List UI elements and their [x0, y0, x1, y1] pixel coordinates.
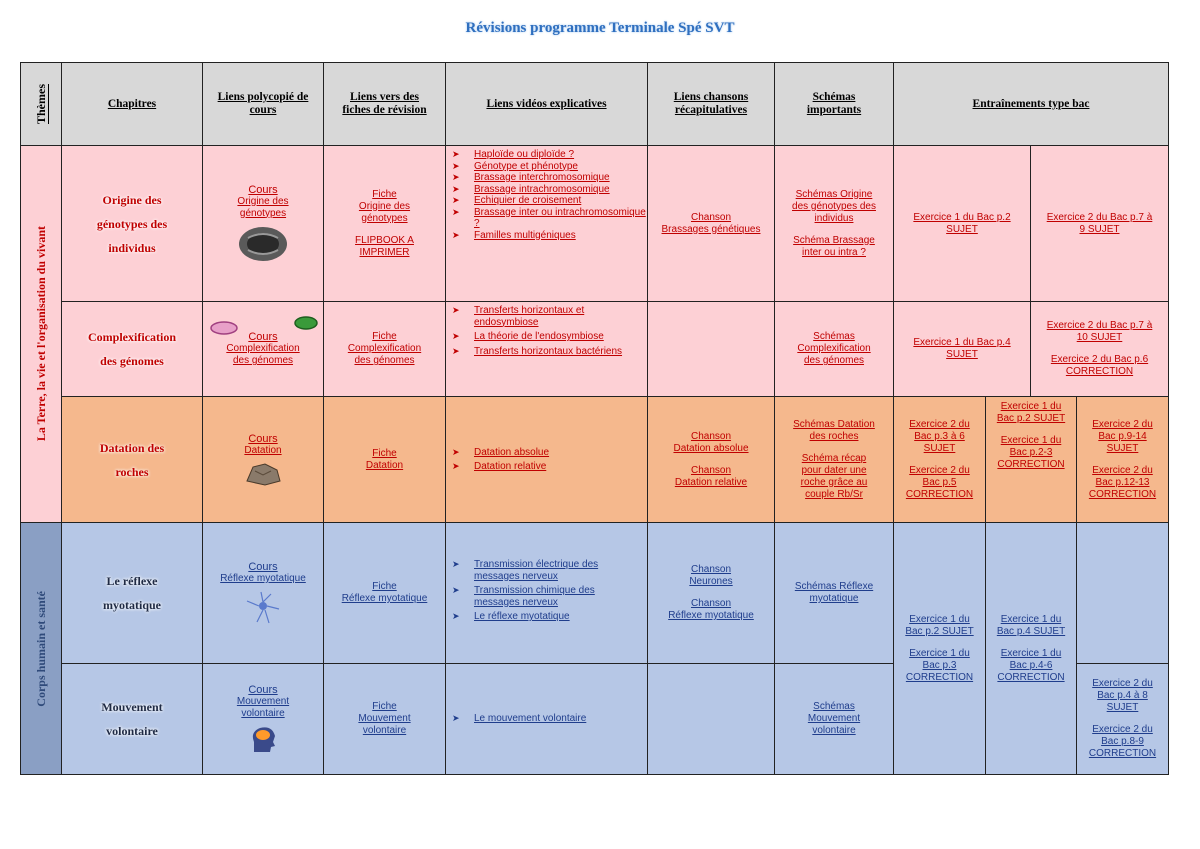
chapitre-origine: Origine des génotypes des individus	[61, 145, 203, 302]
videos-datation[interactable]	[445, 396, 648, 523]
chloroplast-icon	[293, 314, 319, 332]
videos-origine[interactable]	[445, 145, 648, 302]
chapitre-reflexe: Le réflexe myotatique	[61, 522, 203, 664]
bac-corps-b[interactable]: Exercice 1 du Bac p.4 SUJET Exercice 1 du Bac p.4-6 CORRECTION	[985, 522, 1077, 775]
video-link: ➤ Datation relative	[446, 461, 549, 473]
chapitre-datation: Datation des roches	[61, 396, 203, 523]
page-title: Révisions programme Terminale Spé SVT	[465, 20, 735, 36]
fiche-mouvement[interactable]: Fiche Mouvement volontaire	[323, 663, 446, 775]
chanson-origine[interactable]: Chanson Brassages génétiques	[647, 145, 775, 302]
bac-datation-b[interactable]: Exercice 1 du Bac p.2 SUJET Exercice 1 du Bac p.2-3 CORRECTION	[985, 396, 1077, 523]
bac-datation-c[interactable]: Exercice 2 du Bac p.9-14 SUJET Exercice 2 du Bac p.12-13 CORRECTION	[1076, 396, 1169, 523]
schemas-reflexe[interactable]: Schémas Réflexe myotatique	[774, 522, 894, 664]
header-themes: Thèmes	[20, 62, 62, 146]
header-fiches: Liens vers des fiches de révision	[323, 62, 446, 146]
video-link: ➤ La théorie de l'endosymbiose	[446, 331, 647, 343]
header-videos: Liens vidéos explicatives	[445, 62, 648, 146]
video-link: ➤ Brassage inter ou intrachromosomique ?	[446, 207, 647, 230]
bacteria-icon	[209, 320, 239, 336]
video-link: ➤ Transmission chimique des messages nerveux	[446, 585, 647, 608]
bac-origine-2[interactable]: Exercice 2 du Bac p.7 à 9 SUJET	[1030, 145, 1169, 302]
bac-corps-c-empty	[1076, 522, 1169, 664]
chanson-datation[interactable]: Chanson Datation absolue Chanson Datation relative	[647, 396, 775, 523]
chromosome-image-icon	[236, 224, 290, 264]
bac-datation-a[interactable]: Exercice 2 du Bac p.3 à 6 SUJET Exercice 2 du Bac p.5 CORRECTION	[893, 396, 986, 523]
header-schemas: Schémas importants	[774, 62, 894, 146]
video-link: ➤ Haploïde ou diploïde ?	[446, 149, 647, 161]
cours-datation[interactable]: Cours Datation	[202, 396, 324, 523]
videos-complexification[interactable]	[445, 301, 648, 397]
cours-origine[interactable]: Cours Origine des génotypes	[202, 145, 324, 302]
fiche-complexification[interactable]: Fiche Complexification des génomes	[323, 301, 446, 397]
cours-complexification[interactable]: Cours Complexification des génomes	[202, 301, 324, 397]
video-link: ➤ Transmission électrique des messages nerveux	[446, 559, 647, 582]
video-link: ➤ Echiquier de croisement	[446, 195, 647, 207]
schemas-complexification[interactable]: Schémas Complexification des génomes	[774, 301, 894, 397]
schemas-datation[interactable]: Schémas Datation des roches Schéma récap pour dater une roche grâce au couple Rb/Sr	[774, 396, 894, 523]
chapitre-mouvement: Mouvement volontaire	[61, 663, 203, 775]
cours-reflexe[interactable]: Cours Réflexe myotatique	[202, 522, 324, 664]
schemas-mouvement[interactable]: Schémas Mouvement volontaire	[774, 663, 894, 775]
fiche-reflexe[interactable]: Fiche Réflexe myotatique	[323, 522, 446, 664]
header-chansons: Liens chansons récapitulatives	[647, 62, 775, 146]
bac-complexification-1[interactable]: Exercice 1 du Bac p.4 SUJET	[893, 301, 1031, 397]
video-link: ➤ Transferts horizontaux et endosymbiose	[446, 305, 647, 328]
chanson-complexification	[647, 301, 775, 397]
video-link: ➤ Familles multigéniques	[446, 230, 647, 242]
theme-terre: La Terre, la vie et l'organisation du vivant	[20, 145, 62, 523]
bac-corps-a[interactable]: Exercice 1 du Bac p.2 SUJET Exercice 1 du Bac p.3 CORRECTION	[893, 522, 986, 775]
video-link: ➤ Brassage intrachromosomique	[446, 184, 647, 196]
video-link: ➤ Le réflexe myotatique	[446, 611, 647, 623]
rock-image-icon	[243, 461, 283, 487]
bac-complexification-2[interactable]: Exercice 2 du Bac p.7 à 10 SUJET Exercice 2 du Bac p.6 CORRECTION	[1030, 301, 1169, 397]
video-link: ➤ Datation absolue	[446, 447, 549, 459]
neuron-icon	[243, 589, 283, 625]
fiche-origine[interactable]: Fiche Origine des génotypes FLIPBOOK A IMPRIMER	[323, 145, 446, 302]
bac-mouvement-c[interactable]: Exercice 2 du Bac p.4 à 8 SUJET Exercice 2 du Bac p.8-9 CORRECTION	[1076, 663, 1169, 775]
video-link: ➤ Transferts horizontaux bactériens	[446, 346, 647, 358]
theme-corps: Corps humain et santé	[20, 522, 62, 775]
video-link: ➤ Brassage interchromosomique	[446, 172, 647, 184]
chanson-reflexe[interactable]: Chanson Neurones Chanson Réflexe myotatique	[647, 522, 775, 664]
header-bac: Entraînements type bac	[893, 62, 1169, 146]
video-link: ➤ Le mouvement volontaire	[446, 713, 586, 725]
flipbook-link: FLIPBOOK A	[355, 234, 414, 246]
fiche-datation[interactable]: Fiche Datation	[323, 396, 446, 523]
cours-mouvement[interactable]: Cours Mouvement volontaire	[202, 663, 324, 775]
chapitre-complexification: Complexification des génomes	[61, 301, 203, 397]
videos-mouvement[interactable]	[445, 663, 648, 775]
schemas-origine[interactable]: Schémas Origine des génotypes des individus Schéma Brassage inter ou intra ?	[774, 145, 894, 302]
video-link: ➤ Génotype et phénotype	[446, 161, 647, 173]
bac-origine-1[interactable]: Exercice 1 du Bac p.2 SUJET	[893, 145, 1031, 302]
chanson-mouvement	[647, 663, 775, 775]
videos-reflexe[interactable]	[445, 522, 648, 664]
header-chapitres: Chapitres	[61, 62, 203, 146]
brain-head-icon	[246, 724, 280, 754]
header-polycopie: Liens polycopié de cours	[202, 62, 324, 146]
